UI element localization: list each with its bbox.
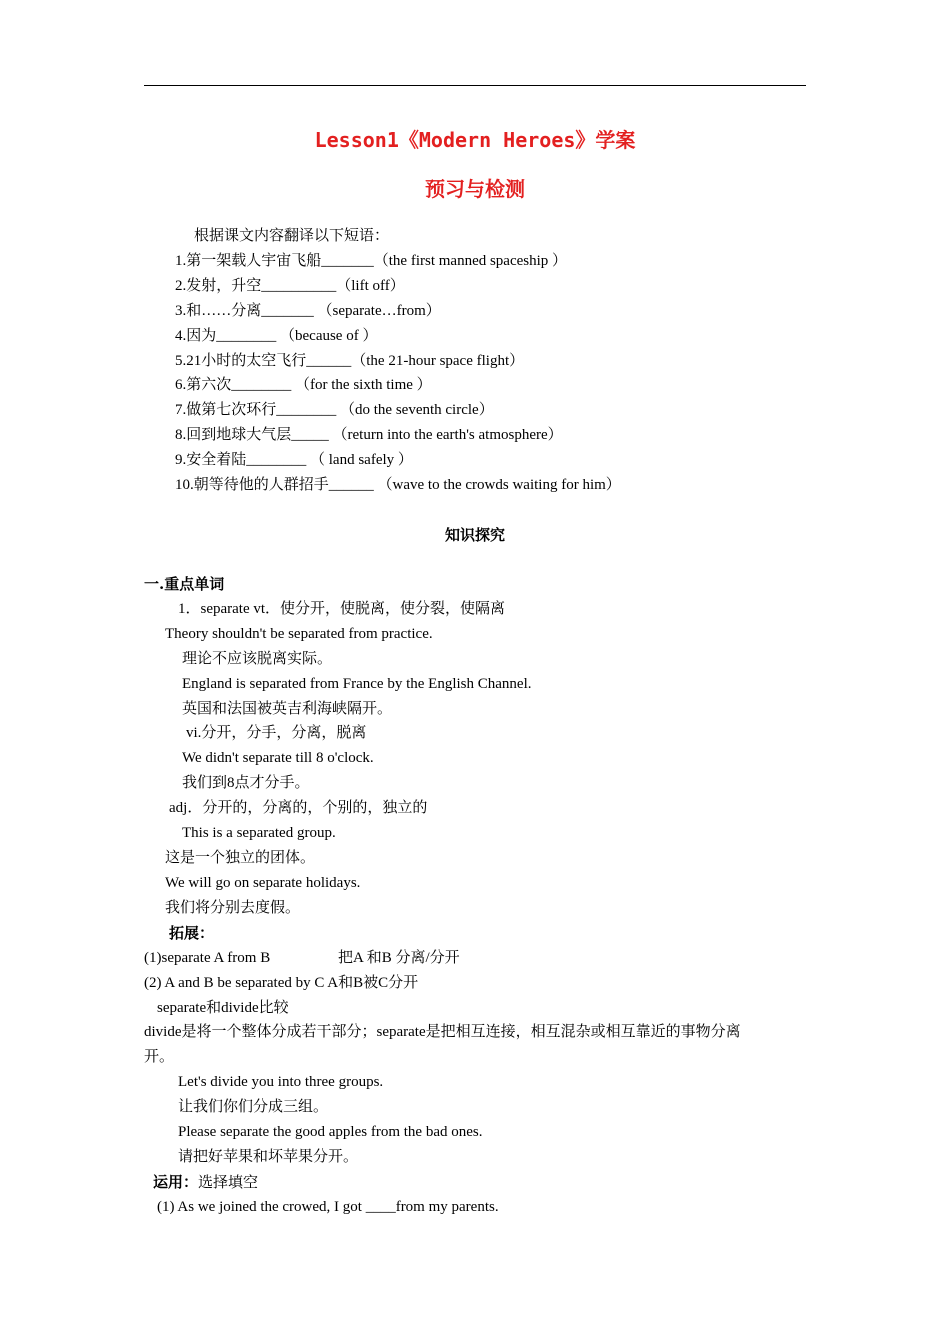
- preview-intro: 根据课文内容翻译以下短语：: [194, 228, 390, 244]
- text-line: Let's divide you into three groups.: [178, 1074, 384, 1090]
- text-line: 我们将分别去度假。: [165, 900, 301, 916]
- list-item: 9.安全着陆________ （ land safely ）: [175, 452, 413, 468]
- section-heading-key-words: 一.重点单词: [144, 575, 225, 593]
- text-line: vi.分开，分手，分离，脱离: [186, 725, 367, 741]
- list-item: 7.做第七次环行________ （do the seventh circle）: [175, 402, 494, 418]
- usage-line: [153, 1172, 258, 1193]
- text-line: separate和divide比较: [157, 1000, 289, 1016]
- section-title-preview: 预习与检测: [425, 177, 525, 201]
- list-item: 2.发射，升空__________（lift off）: [175, 278, 405, 294]
- top-rule: [144, 85, 806, 86]
- list-item: 10.朝等待他的人群招手______ （wave to the crowds waiting for him）: [175, 477, 621, 493]
- text-line: 让我们你们分成三组。: [178, 1099, 329, 1115]
- list-item: 6.第六次________ （for the sixth time ）: [175, 377, 432, 393]
- usage-label: 运用：: [153, 1173, 199, 1191]
- text-line: England is separated from France by the English Channel.: [182, 676, 532, 692]
- list-item: 4.因为________ （because of ）: [175, 328, 378, 344]
- text-line: 英国和法国被英吉利海峡隔开。: [182, 701, 393, 717]
- text-line: (2) A and B be separated by C A和B被C分开: [144, 975, 419, 991]
- text-line: 开。: [144, 1049, 175, 1065]
- list-item: 1.第一架载人宇宙飞船_______（the first manned spaceship ）: [175, 253, 568, 269]
- text-line: We will go on separate holidays.: [165, 875, 361, 891]
- list-item: 3.和……分离_______ （separate…from）: [175, 303, 441, 319]
- text-line: 这是一个独立的团体。: [165, 850, 316, 866]
- text-line: divide是将一个整体分成若干部分；separate是把相互连接，相互混杂或相互靠近的事物分离: [144, 1024, 741, 1040]
- expand-label: 拓展：: [169, 924, 215, 942]
- list-item: 8.回到地球大气层_____ （return into the earth's atmosphere）: [175, 427, 563, 443]
- usage-text: 选择填空: [198, 1175, 259, 1191]
- text-line: Please separate the good apples from the bad ones.: [178, 1124, 483, 1140]
- section-title-knowledge: 知识探究: [444, 526, 505, 544]
- text-line: adj．分开的，分离的，个别的，独立的: [169, 800, 428, 816]
- text-line: Theory shouldn't be separated from practice.: [165, 626, 433, 642]
- text-line: (1)separate A from B: [144, 950, 271, 966]
- question-line: (1) As we joined the crowed, I got ____from my parents.: [157, 1199, 499, 1215]
- text-line: 1．separate vt．使分开，使脱离，使分裂，使隔离: [178, 601, 506, 617]
- text-line: 我们到8点才分手。: [182, 775, 310, 791]
- text-line: We didn't separate till 8 o'clock.: [182, 750, 374, 766]
- list-item: 5.21小时的太空飞行______（the 21-hour space flight）: [175, 353, 525, 369]
- text-line: This is a separated group.: [182, 825, 336, 841]
- text-line: 请把好苹果和坏苹果分开。: [178, 1149, 359, 1165]
- page-title: Lesson1《Modern Heroes》学案: [314, 128, 636, 152]
- text-line: 把A 和B 分离/分开: [338, 950, 460, 966]
- text-line: 理论不应该脱离实际。: [182, 651, 333, 667]
